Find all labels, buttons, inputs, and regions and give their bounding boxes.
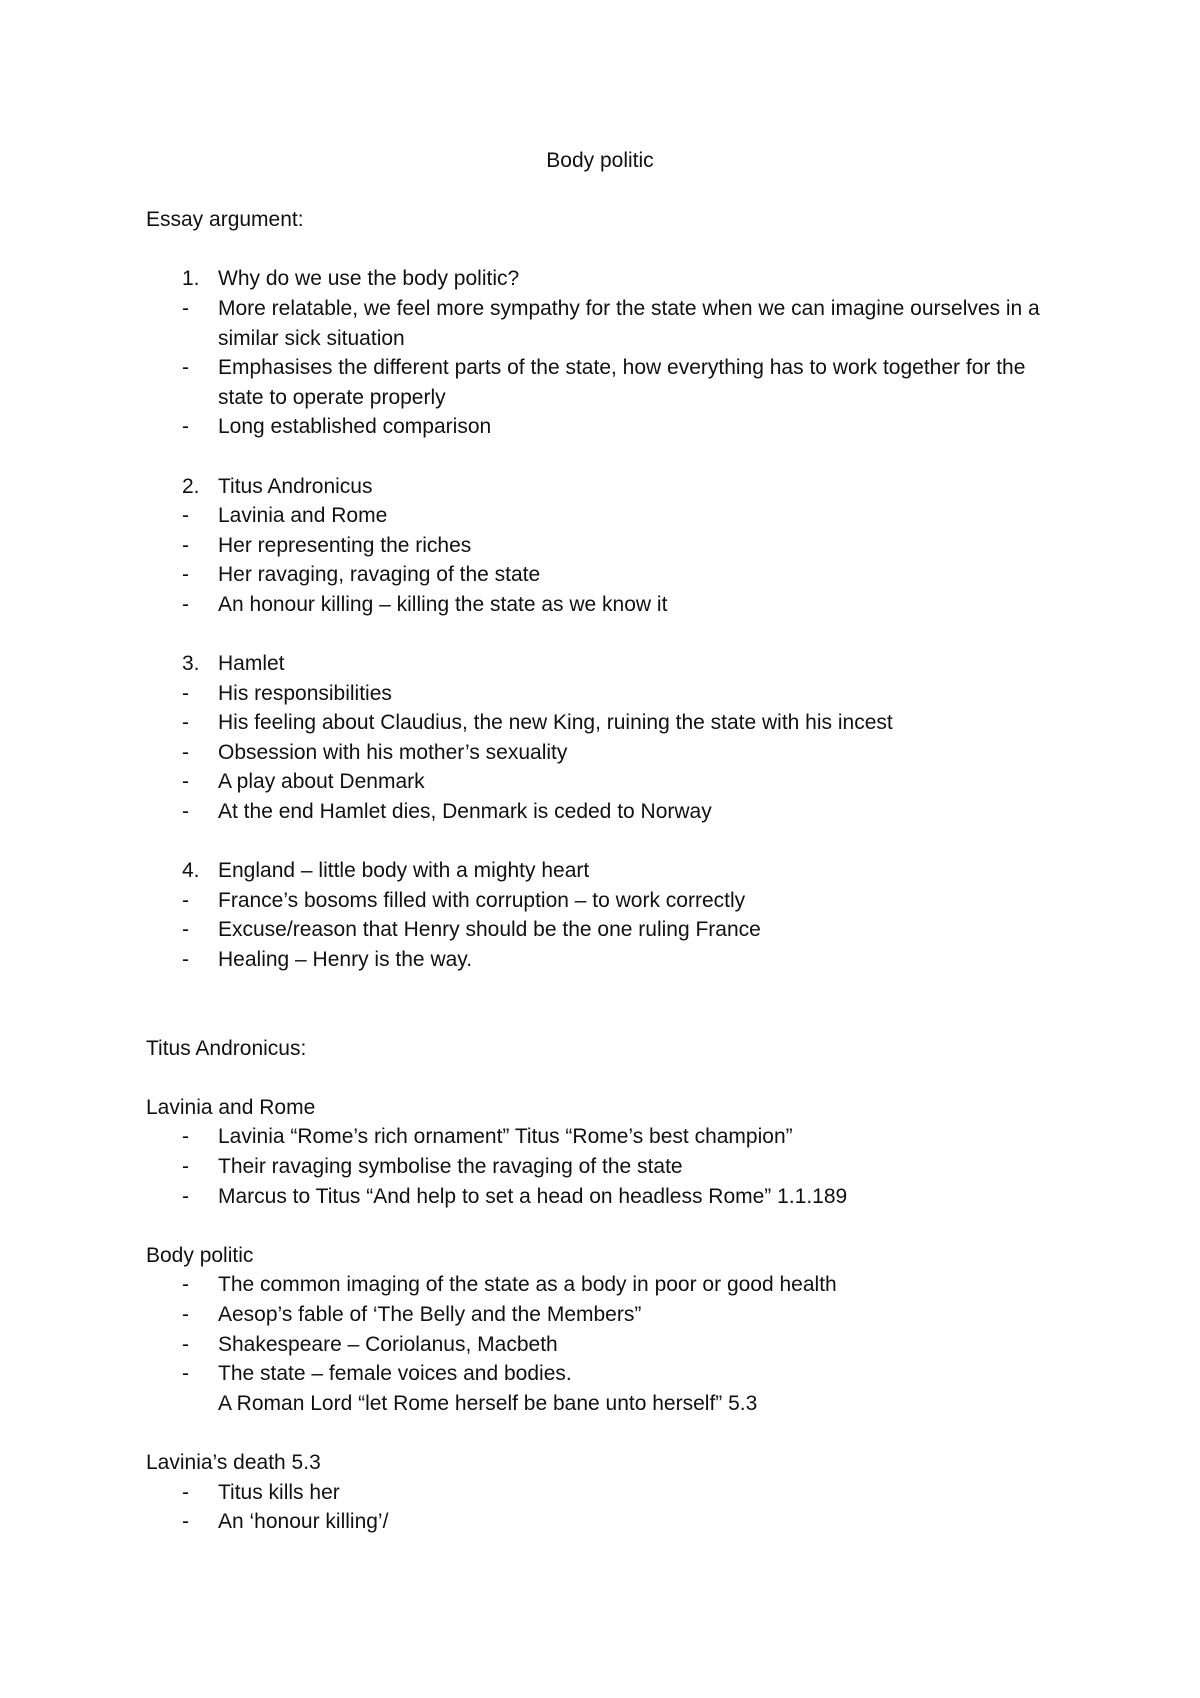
bullet-dash: - <box>182 1125 189 1149</box>
list-item: Titus kills her <box>218 1480 340 1504</box>
list-item: Lavinia “Rome’s rich ornament” Titus “Rome’s best champion” <box>218 1125 793 1149</box>
list-item: The common imaging of the state as a body in poor or good health <box>218 1273 837 1297</box>
list-item: Their ravaging symbolise the ravaging of the state <box>218 1155 683 1178</box>
section-2 <box>146 472 1066 620</box>
list-item: France’s bosoms filled with corruption – to work correctly <box>218 888 746 912</box>
bullet-dash: - <box>182 740 189 764</box>
list-item: Lavinia and Rome <box>218 504 388 528</box>
bullet-dash: - <box>182 1184 189 1208</box>
note-heading: Lavinia’s death 5.3 <box>146 1450 321 1474</box>
bullet-dash: - <box>182 504 189 528</box>
essay-heading: Essay argument: <box>146 208 304 232</box>
bullet-dash: - <box>182 918 189 942</box>
bullet-dash: - <box>182 1155 189 1178</box>
note-heading: Body politic <box>146 1243 254 1267</box>
section-heading: England – little body with a mighty heart <box>218 859 590 883</box>
list-item: Shakespeare – Coriolanus, Macbeth <box>218 1332 558 1356</box>
list-item: Her ravaging, ravaging of the state <box>218 563 541 587</box>
section-heading: Titus Andronicus <box>218 474 373 498</box>
bullet-dash: - <box>182 533 189 557</box>
list-item: Emphasises the different parts of the state, how everything has to work together for the state to operate properly <box>218 356 1026 409</box>
bullet-dash: - <box>182 415 189 439</box>
bullet-dash: - <box>182 948 189 972</box>
list-item: Healing – Henry is the way. <box>218 948 473 972</box>
note-heading: Lavinia and Rome <box>146 1095 316 1119</box>
bullet-dash: - <box>182 296 189 320</box>
list-item: At the end Hamlet dies, Denmark is ceded to Norway <box>218 800 712 824</box>
bullet-dash: - <box>182 1510 189 1534</box>
bullet-dash: - <box>182 770 189 794</box>
bullet-dash: - <box>182 681 189 705</box>
list-item: An ‘honour killing’/ <box>218 1510 389 1534</box>
section-number: 1. <box>182 267 200 291</box>
list-item: His responsibilities <box>218 681 392 705</box>
section-number: 4. <box>182 859 200 883</box>
bullet-dash: - <box>182 1302 189 1326</box>
section-3 <box>146 649 1066 827</box>
bullet-dash: - <box>182 592 189 616</box>
list-item: An honour killing – killing the state as we know it <box>218 592 668 616</box>
bullet-dash: - <box>182 1332 189 1356</box>
section-heading: Hamlet <box>218 652 285 676</box>
document-body <box>146 146 1066 1537</box>
list-item: Excuse/reason that Henry should be the one ruling France <box>218 918 761 942</box>
section-4 <box>146 856 1066 974</box>
page-title: Body politic <box>546 149 654 172</box>
list-item: More relatable, we feel more sympathy for the state when we can imagine ourselves in a similar sick situation <box>218 296 1040 350</box>
bullet-dash: - <box>182 711 189 735</box>
section-heading: Why do we use the body politic? <box>218 267 520 291</box>
list-item: His feeling about Claudius, the new King, ruining the state with his incest <box>218 711 893 735</box>
list-item: A play about Denmark <box>218 770 425 794</box>
list-item: The state – female voices and bodies. <box>218 1362 572 1386</box>
bullet-dash: - <box>182 1362 189 1386</box>
bullet-dash: - <box>182 888 189 912</box>
list-item: Her representing the riches <box>218 533 472 557</box>
note-lavinia-and-rome <box>146 1093 1066 1211</box>
titus-heading: Titus Andronicus: <box>146 1036 307 1060</box>
note-body-politic <box>146 1241 1066 1419</box>
note-lavinias-death <box>146 1448 1066 1537</box>
list-item: Obsession with his mother’s sexuality <box>218 740 568 764</box>
bullet-dash: - <box>182 800 189 824</box>
section-1 <box>146 264 1066 442</box>
list-item-continuation: A Roman Lord “let Rome herself be bane unto herself” 5.3 <box>218 1391 758 1415</box>
bullet-dash: - <box>182 356 189 380</box>
list-item: Long established comparison <box>218 415 492 439</box>
section-number: 3. <box>182 652 200 676</box>
list-item: Marcus to Titus “And help to set a head on headless Rome” 1.1.189 <box>218 1184 848 1208</box>
bullet-dash: - <box>182 1480 189 1504</box>
list-item: Aesop’s fable of ‘The Belly and the Members” <box>218 1302 642 1326</box>
section-number: 2. <box>182 474 200 498</box>
bullet-dash: - <box>182 1273 189 1297</box>
bullet-dash: - <box>182 563 189 587</box>
